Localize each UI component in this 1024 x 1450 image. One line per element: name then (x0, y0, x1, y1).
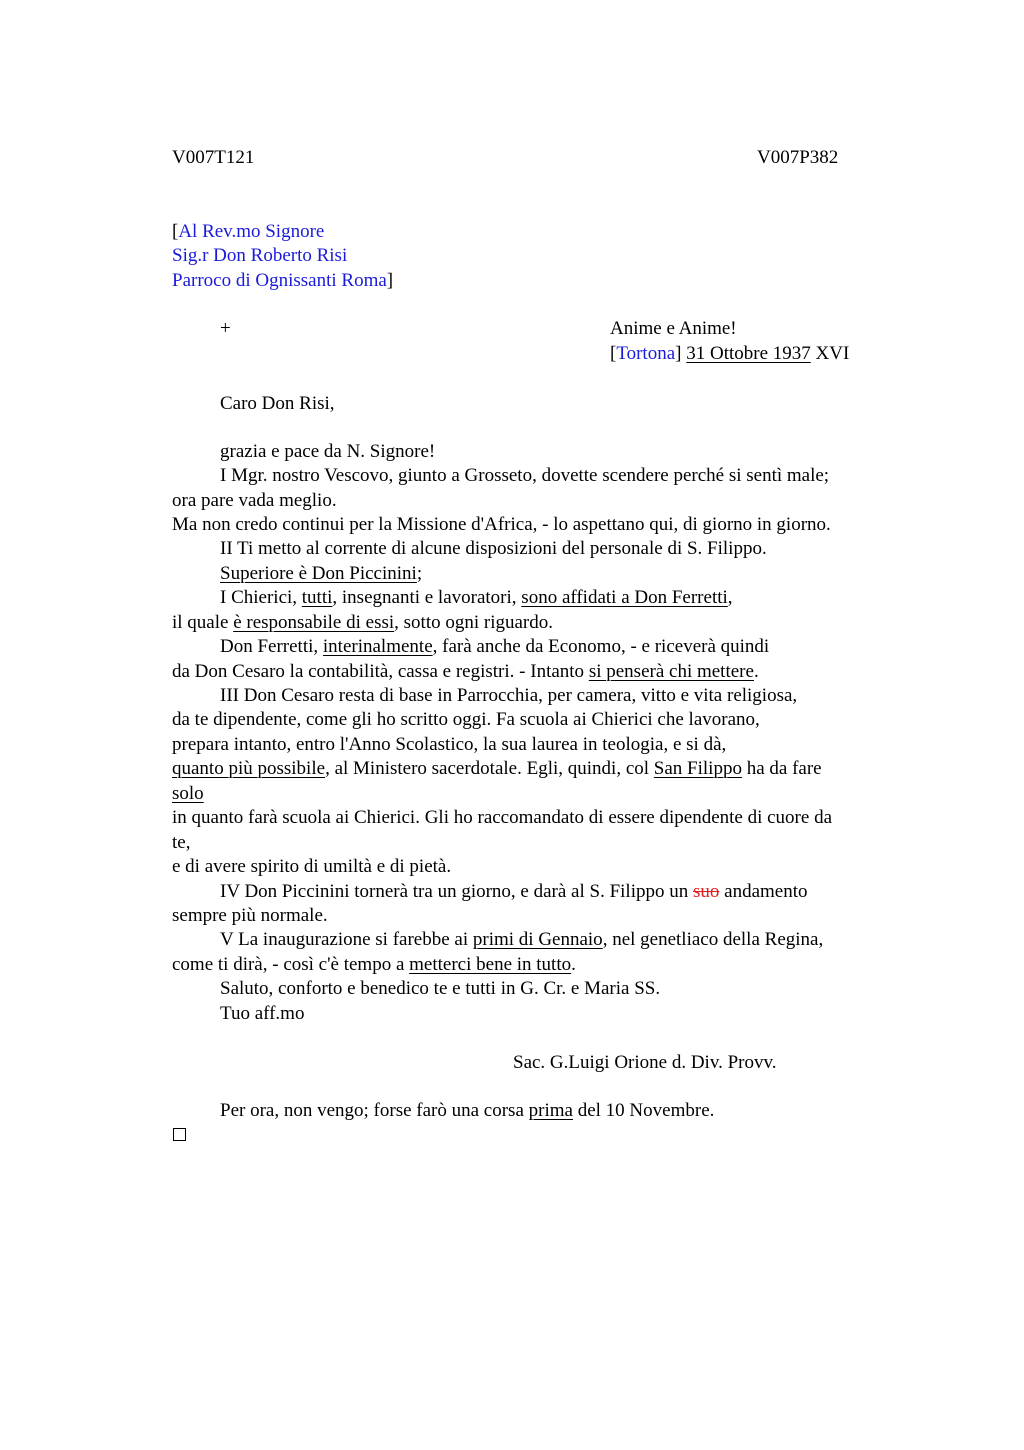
cross-symbol: + (220, 318, 231, 339)
body-line: il quale è responsabile di essi, sotto ogni riguardo. (172, 612, 553, 633)
body-line: te, (172, 832, 191, 853)
body-line: Superiore è Don Piccinini; (220, 563, 423, 584)
body-line: solo (172, 783, 204, 804)
place-name: Tortona (616, 343, 676, 364)
body-line: II Ti metto al corrente di alcune disposizioni del personale di S. Filippo. (220, 538, 767, 559)
signature: Sac. G.Luigi Orione d. Div. Provv. (513, 1052, 777, 1073)
dateline: [Tortona] 31 Ottobre 1937 XVI (610, 343, 850, 364)
body-line: da te dipendente, come gli ho scritto oggi. Fa scuola ai Chierici che lavorano, (172, 709, 760, 730)
body-line: Ma non credo continui per la Missione d'Africa, - lo aspettano qui, di giorno in giorno. (172, 514, 831, 535)
address-line-3: Parroco di Ognissanti Roma] (172, 270, 394, 291)
body-line: come ti dirà, - così c'è tempo a metterci bene in tutto. (172, 954, 576, 975)
closing-blessing: Saluto, conforto e benedico te e tutti in G. Cr. e Maria SS. (220, 978, 661, 999)
body-line: in quanto farà scuola ai Chierici. Gli ho raccomandato di essere dipendente di cuore da (172, 807, 832, 828)
body-line: sempre più normale. (172, 905, 328, 926)
body-line: V La inaugurazione si farebbe ai primi di Gennaio, nel genetliaco della Regina, (220, 929, 824, 950)
body-line: I Mgr. nostro Vescovo, giunto a Grosseto, dovette scendere perché si sentì male; (220, 465, 830, 486)
body-line: prepara intanto, entro l'Anno Scolastico, la sua laurea in teologia, e si dà, (172, 734, 727, 755)
end-box-icon (173, 1128, 186, 1141)
body-line: III Don Cesaro resta di base in Parrocchia, per camera, vitto e vita religiosa, (220, 685, 798, 706)
body-line: e di avere spirito di umiltà e di pietà. (172, 856, 452, 877)
body-line: IV Don Piccinini tornerà tra un giorno, e darà al S. Filippo un suo andamento (220, 881, 808, 902)
body-line: I Chierici, tutti, insegnanti e lavoratori, sono affidati a Don Ferretti, (220, 587, 733, 608)
postscript: Per ora, non vengo; forse farò una corsa prima del 10 Novembre. (220, 1100, 715, 1121)
closing-valediction: Tuo aff.mo (220, 1003, 305, 1024)
motto: Anime e Anime! (610, 318, 737, 339)
body-line: quanto più possibile, al Ministero sacerdotale. Egli, quindi, col San Filippo ha da fare (172, 758, 822, 779)
greeting: grazia e pace da N. Signore! (220, 441, 436, 462)
address-line-1: [Al Rev.mo Signore (172, 221, 325, 242)
body-line: ora pare vada meglio. (172, 490, 337, 511)
document-code-left: V007T121 (172, 147, 255, 168)
body-line: Don Ferretti, interinalmente, farà anche da Economo, - e riceverà quindi (220, 636, 770, 657)
document-code-right: V007P382 (757, 147, 839, 168)
struck-word: suo (692, 881, 720, 902)
body-line: da Don Cesaro la contabilità, cassa e registri. - Intanto si penserà chi mettere. (172, 661, 759, 682)
letter-date: 31 Ottobre 1937 (686, 343, 811, 364)
salutation: Caro Don Risi, (220, 393, 335, 414)
address-line-2: Sig.r Don Roberto Risi (172, 245, 348, 266)
